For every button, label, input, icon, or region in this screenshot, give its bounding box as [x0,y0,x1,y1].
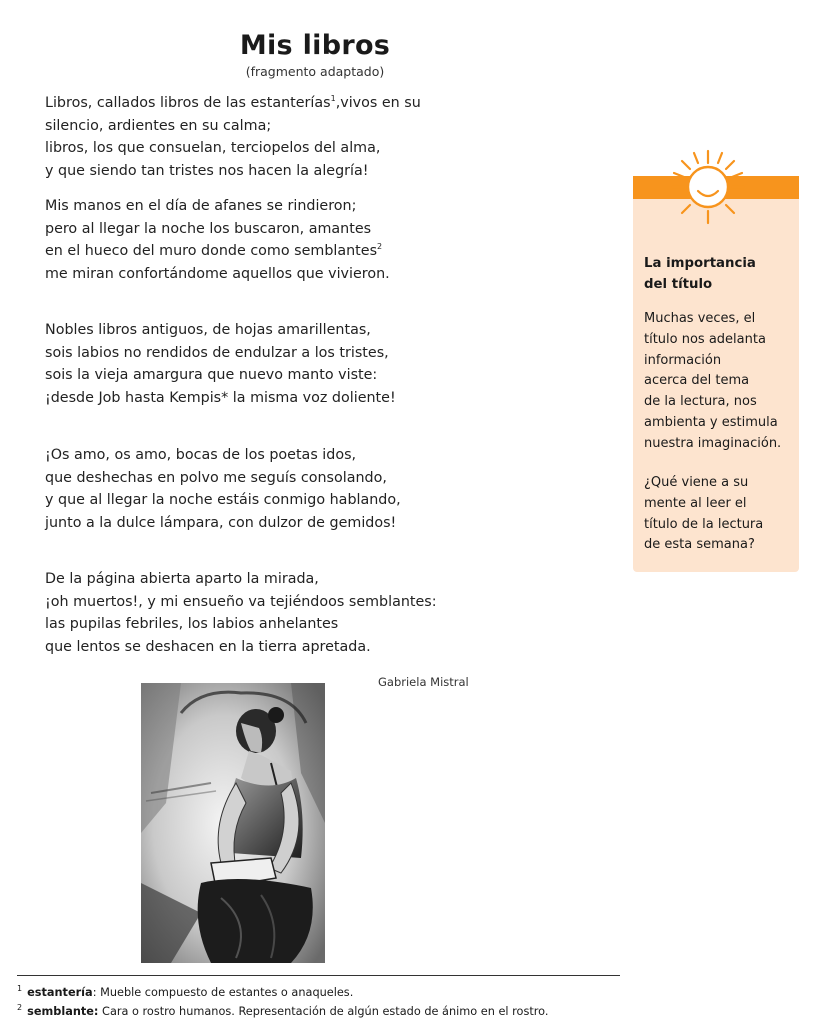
poem-line: sois labios no rendidos de endulzar a los tristes, [45,344,389,361]
poem-line: y que siendo tan tristes nos hacen la alegría! [45,162,369,179]
poem-line: ¡oh muertos!, y mi ensueño va tejiéndoos semblantes: [45,593,437,610]
stanza-5 [45,568,485,658]
stanza-4 [45,444,485,534]
poem-line: las pupilas febriles, los labios anhelantes [45,616,339,632]
poem-line: que lentos se deshacen en la tierra apretada. [45,638,371,655]
poem-author: Gabriela Mistral [378,675,469,689]
poem-subtitle: (fragmento adaptado) [245,64,385,79]
woman-reading-sketch-icon [141,683,325,963]
poem-line: libros, los que consuelan, terciopelos del alma, [45,140,381,156]
sun-icon [668,147,748,227]
poem-line: Mis manos en el día de afanes se rindieron; [45,198,357,214]
poem-line: ¡desde Job hasta Kempis* la misma voz doliente! [45,389,396,406]
poem-line: me miran confortándome aquellos que vivieron. [45,265,390,282]
poem-line: De la página abierta aparto la mirada, [45,571,319,587]
poem-line: que deshechas en polvo me seguís consolando, [45,469,387,486]
sidebar-paragraph-2: ¿Qué viene a su mente al leer el título de la lectura de esta semana? [644,475,764,553]
poem-line: en el hueco del muro donde como semblantes$^2$ [45,242,383,259]
footnote-2: $^2$ semblante: Cara o rostro humanos. Representación de algún estado de ánimo en el rostro. [17,1003,549,1018]
poem-line: Libros, callados libros de las estanterías$^1$,vivos en su [45,94,421,111]
footnote-divider [17,975,620,976]
stanza-1 [45,92,485,182]
sidebar-heading: La importancia del título [644,256,756,292]
sidebar-paragraph-1: Muchas veces, el título nos adelanta información acerca del tema de la lectura, nos ambienta y estimula nuestra imaginación. [644,311,782,451]
poem-line: pero al llegar la noche los buscaron, amantes [45,220,372,237]
poem-line: silencio, ardientes en su calma; [45,117,272,134]
poem-title: Mis libros [239,30,391,61]
footnote-mark: 1 [330,94,336,104]
poem-line: Nobles libros antiguos, de hojas amarillentas, [45,322,371,338]
poem-line: sois la vieja amargura que nuevo manto viste: [45,367,378,383]
footnote-mark: 2 [377,242,383,252]
poem-line: y que al llegar la noche estáis conmigo hablando, [45,492,401,508]
footnote-1: $^1$ estantería: Mueble compuesto de estantes o anaqueles. [17,984,354,999]
poem-line: junto a la dulce lámpara, con dulzor de gemidos! [45,514,397,531]
stanza-3 [45,319,485,409]
stanza-2 [45,195,485,285]
poem-line: ¡Os amo, os amo, bocas de los poetas idos, [45,447,357,463]
